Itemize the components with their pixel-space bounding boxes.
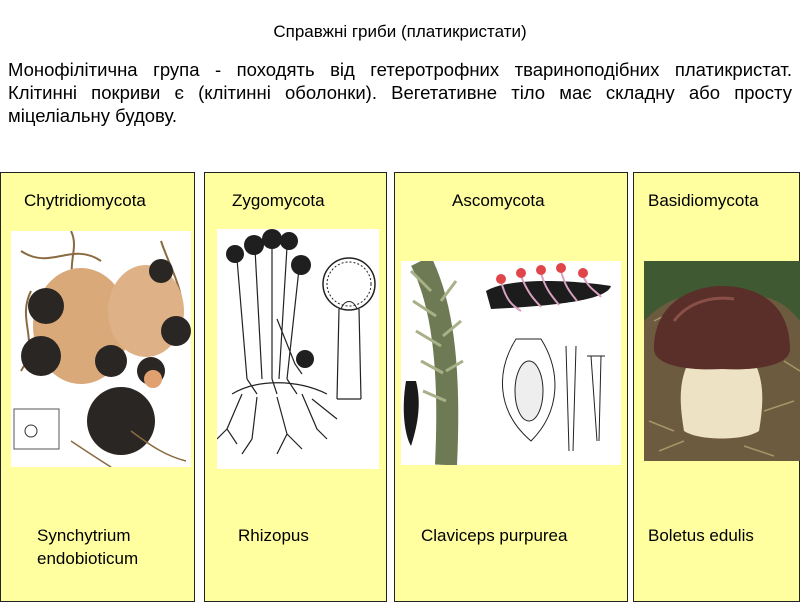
genus-line-1: Rhizopus [238, 526, 309, 545]
genus-line-1: Synchytrium [37, 526, 131, 545]
intro-paragraph: Монофілітична група - походять від гетеротрофних твариноподібних платикристат. Клітинні покриви є (клітинні оболонки). Вегетативне тіло має складну або просту міцеліальну будову. [8, 59, 792, 126]
genus-line-1: Boletus edulis [648, 526, 754, 545]
phylum-label: Ascomycota [452, 191, 545, 210]
panel-ascomycota [394, 172, 628, 602]
phylum-label: Chytridiomycota [24, 191, 146, 210]
ergot-rye-illustration [401, 261, 621, 465]
rhizopus-sporangia-drawing [217, 229, 379, 469]
potato-wart-illustration [11, 231, 191, 467]
genus-label [648, 524, 754, 547]
phylum-label: Basidiomycota [648, 191, 759, 210]
genus-line-2: endobioticum [37, 549, 139, 568]
panel-basidiomycota [633, 172, 800, 602]
panel-chytridiomycota [0, 172, 195, 602]
genus-label [238, 524, 309, 547]
panel-zygomycota [204, 172, 387, 602]
genus-label [421, 524, 567, 547]
phylum-label: Zygomycota [232, 191, 325, 210]
genus-line-1: Claviceps purpurea [421, 526, 568, 545]
porcini-mushroom-photo [644, 261, 800, 461]
slide-title: Справжні гриби (платикристати) [273, 22, 527, 41]
genus-label [37, 524, 138, 570]
